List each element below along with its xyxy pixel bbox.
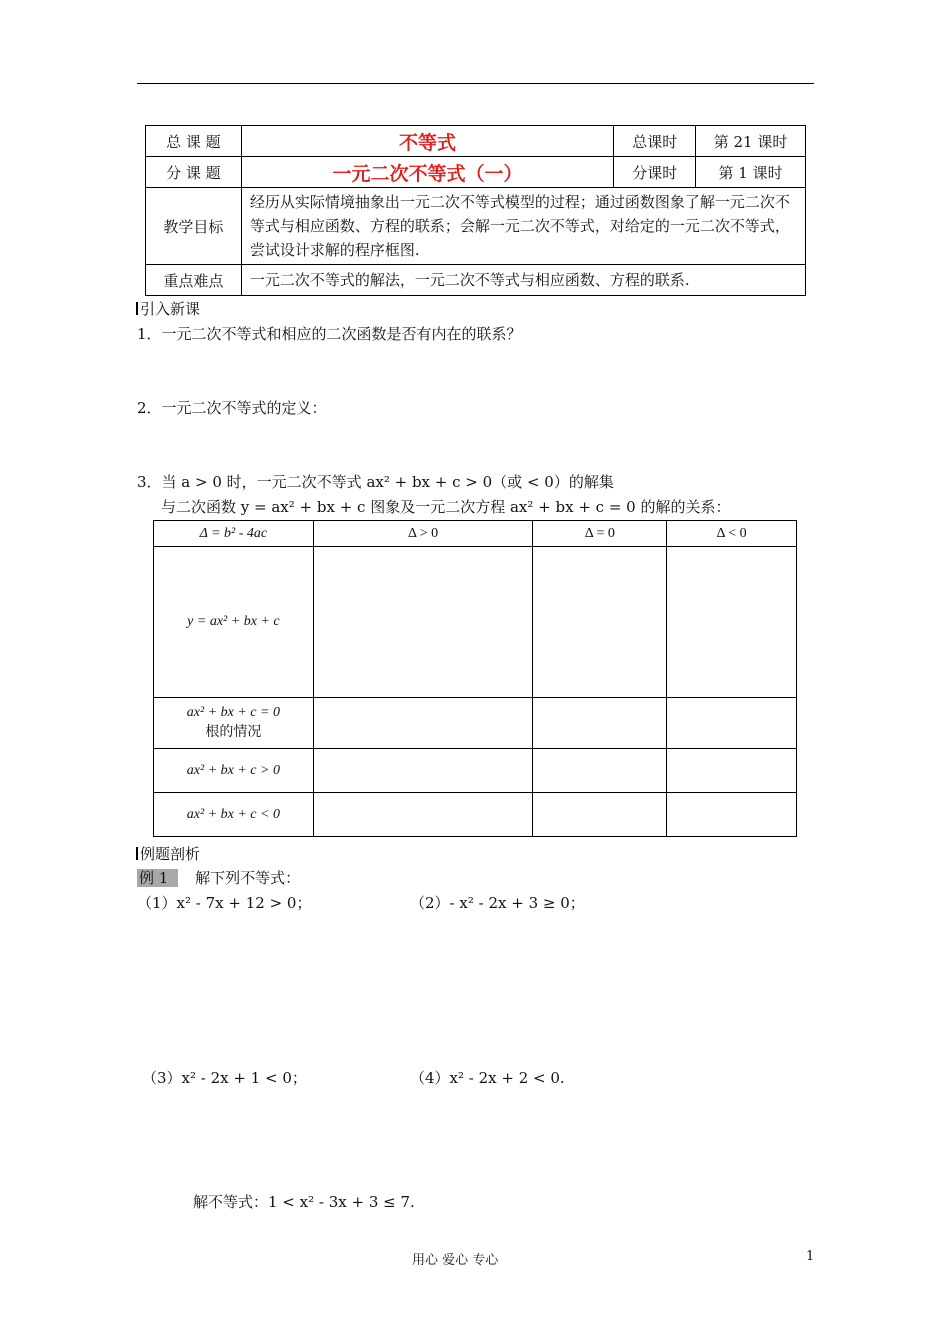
function-label: y = ax² + bx + c: [154, 547, 314, 698]
cell-blank: [533, 547, 667, 698]
total-hours-label: 总课时: [614, 126, 696, 157]
discriminant-relation-table: [153, 520, 797, 837]
top-rule: [137, 83, 814, 84]
subtopic-title: 一元二次不等式（一）: [241, 157, 613, 188]
cell-blank: [533, 749, 667, 793]
key-points-label: 重点难点: [146, 265, 242, 296]
cell-blank: [533, 793, 667, 837]
question-2: 2．一元二次不等式的定义：: [137, 399, 327, 417]
discriminant-header: Δ = b² - 4ac: [154, 521, 314, 547]
cell-blank: [667, 698, 797, 749]
example-label: 例 1: [137, 869, 178, 887]
header-row-objectives: [146, 188, 806, 265]
cell-blank: [667, 749, 797, 793]
delta-positive-header: Δ > 0: [313, 521, 533, 547]
cell-blank: [313, 793, 533, 837]
objectives-label: 教学目标: [146, 188, 242, 265]
extra-exercise: 解不等式：1 < x² - 3x + 3 ≤ 7.: [193, 1193, 415, 1211]
delta-zero-header: Δ = 0: [533, 521, 667, 547]
question-1: 1．一元二次不等式和相应的二次函数是否有内在的联系？: [137, 325, 522, 343]
cell-blank: [667, 547, 797, 698]
section-examples-heading: 例题剖析: [136, 843, 200, 864]
cell-blank: [667, 793, 797, 837]
cell-blank: [313, 698, 533, 749]
less-than-label: ax² + bx + c < 0: [154, 793, 314, 837]
key-points-text: 一元二次不等式的解法，一元二次不等式与相应函数、方程的联系.: [241, 265, 805, 296]
objectives-text: 经历从实际情境抽象出一元二次不等式模型的过程；通过函数图象了解一元二次不等式与相应函数、方程的联系；会解一元二次不等式，对给定的一元二次不等式，尝试设计求解的程序框图.: [241, 188, 805, 265]
header-row-key-points: [146, 265, 806, 296]
cell-blank: [313, 749, 533, 793]
section-intro-heading: 引入新课: [136, 298, 200, 319]
topic-title: 不等式: [241, 126, 613, 157]
sub-hours-value: 第 1 课时: [696, 157, 806, 188]
relation-function-row: [154, 547, 797, 698]
subtopic-label: 分 课 题: [146, 157, 242, 188]
total-hours-value: 第 21 课时: [696, 126, 806, 157]
topic-label: 总 课 题: [146, 126, 242, 157]
cell-blank: [533, 698, 667, 749]
example-item-4: （4）x² - 2x + 2 < 0.: [410, 1069, 565, 1087]
example-item-1: （1）x² - 7x + 12 > 0；: [137, 894, 312, 912]
example-1: [137, 868, 300, 888]
delta-negative-header: Δ < 0: [667, 521, 797, 547]
lesson-header-table: [145, 125, 806, 296]
relation-header-row: [154, 521, 797, 547]
example-item-3: （3）x² - 2x + 1 < 0；: [142, 1069, 307, 1087]
relation-gt-row: [154, 749, 797, 793]
roots-label: ax² + bx + c = 0 根的情况: [154, 698, 314, 749]
question-3-line-1: 3．当 a > 0 时，一元二次不等式 ax² + bx + c > 0（或 < 0）的解集: [137, 473, 614, 491]
header-row-subtopic: [146, 157, 806, 188]
page-number: 1: [806, 1249, 815, 1264]
greater-than-label: ax² + bx + c > 0: [154, 749, 314, 793]
relation-roots-row: [154, 698, 797, 749]
cell-blank: [313, 547, 533, 698]
footer-motto: 用心 爱心 专心: [412, 1253, 499, 1268]
sub-hours-label: 分课时: [614, 157, 696, 188]
example-text: 解下列不等式：: [195, 869, 301, 887]
relation-lt-row: [154, 793, 797, 837]
header-row-topic: [146, 126, 806, 157]
example-item-2: （2）- x² - 2x + 3 ≥ 0；: [410, 894, 585, 912]
question-3-line-2: 与二次函数 y = ax² + bx + c 图象及一元二次方程 ax² + bx + c = 0 的解的关系：: [161, 498, 731, 516]
